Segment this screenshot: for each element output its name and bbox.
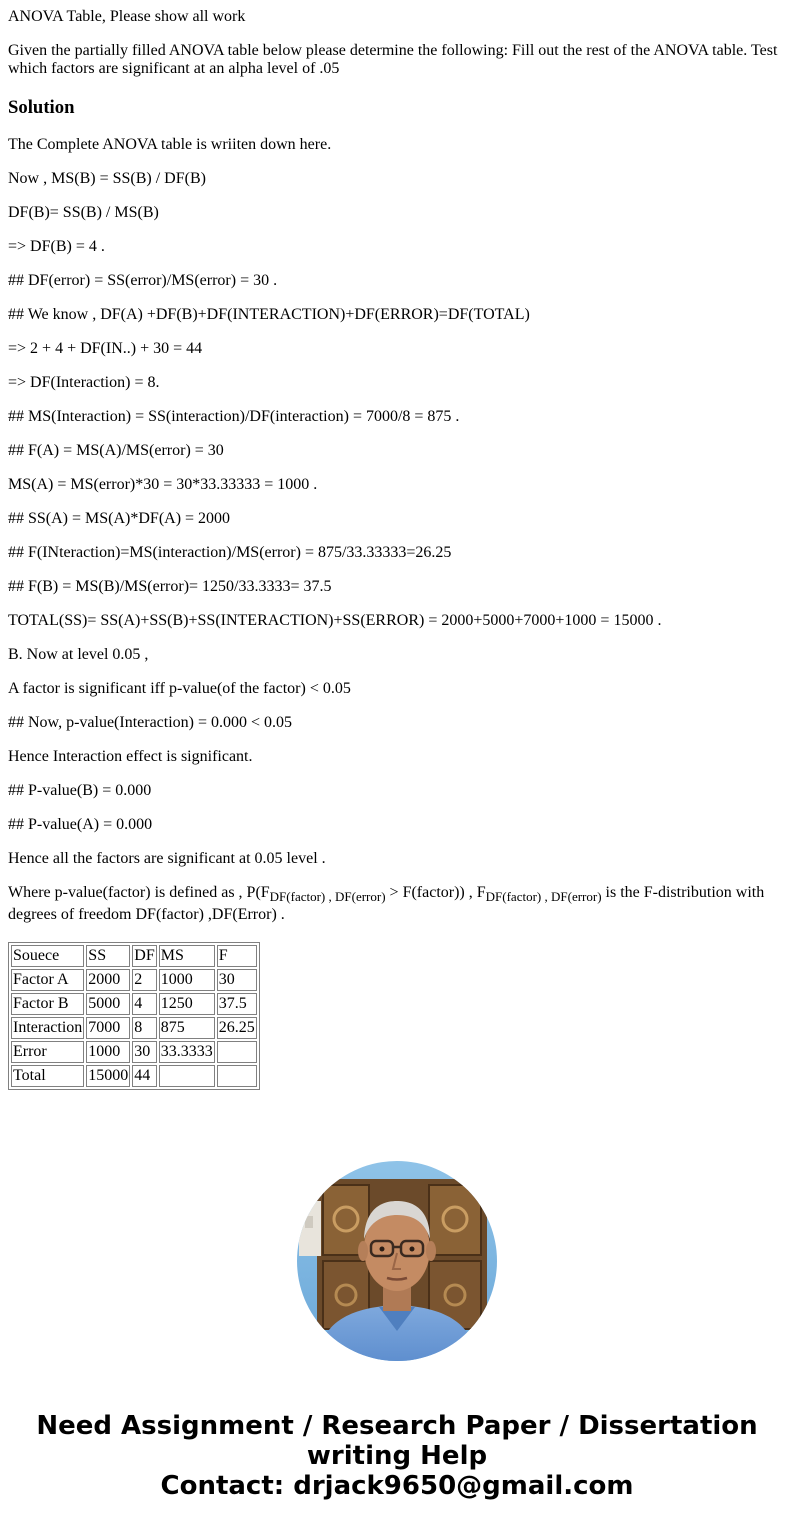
table-cell (217, 1041, 257, 1063)
table-cell: Interaction (11, 1017, 84, 1039)
table-cell: 33.3333 (159, 1041, 215, 1063)
solution-heading: Solution (8, 97, 75, 118)
table-row (11, 1041, 257, 1063)
table-cell (159, 1065, 215, 1087)
solution-line: => DF(B) = 4 . (8, 238, 105, 255)
solution-lines (8, 136, 786, 868)
solution-line: A factor is significant iff p-value(of the factor) < 0.05 (8, 680, 351, 697)
solution-line: ## MS(Interaction) = SS(interaction)/DF(interaction) = 7000/8 = 875 . (8, 408, 460, 425)
definition-subscript: DF(factor) , DF(error) (485, 889, 602, 904)
table-cell: 8 (132, 1017, 156, 1039)
footer-contact: Contact: drjack9650@gmail.com (160, 1471, 634, 1501)
solution-line: TOTAL(SS)= SS(A)+SS(B)+SS(INTERACTION)+SS(ERROR) = 2000+5000+7000+1000 = 15000 . (8, 612, 662, 629)
solution-line: ## Now, p-value(Interaction) = 0.000 < 0.05 (8, 714, 293, 731)
header-cell: SS (86, 945, 130, 967)
definition-text: > F(factor)) , F (385, 884, 486, 901)
solution-line: The Complete ANOVA table is wriiten down here. (8, 136, 332, 153)
table-cell: 875 (159, 1017, 215, 1039)
question-description: Given the partially filled ANOVA table below please determine the following: Fill out the rest of the ANOVA table. Test which factors are significant at an alpha level of .05 (8, 42, 778, 77)
solution-line: ## F(B) = MS(B)/MS(error)= 1250/33.3333= 37.5 (8, 578, 332, 595)
solution-line: ## F(A) = MS(A)/MS(error) = 30 (8, 442, 224, 459)
table-row (11, 993, 257, 1015)
header-cell: MS (159, 945, 215, 967)
table-cell: Total (11, 1065, 84, 1087)
solution-line: Hence all the factors are significant at 0.05 level . (8, 850, 326, 867)
table-cell: 7000 (86, 1017, 130, 1039)
solution-line: ## We know , DF(A) +DF(B)+DF(INTERACTION)+DF(ERROR)=DF(TOTAL) (8, 306, 530, 323)
anova-table (8, 942, 260, 1090)
table-row (11, 1017, 257, 1039)
solution-line: Hence Interaction effect is significant. (8, 748, 253, 765)
table-cell: 1250 (159, 993, 215, 1015)
footer-line: Need Assignment / Research Paper / Dissertation (36, 1411, 758, 1441)
footer-advertisement (0, 1411, 794, 1501)
question-title: ANOVA Table, Please show all work (8, 8, 246, 25)
table-cell: 37.5 (217, 993, 257, 1015)
solution-line: ## SS(A) = MS(A)*DF(A) = 2000 (8, 510, 231, 527)
table-cell: 1000 (159, 969, 215, 991)
table-cell: 15000 (86, 1065, 130, 1087)
solution-line: => 2 + 4 + DF(IN..) + 30 = 44 (8, 340, 203, 357)
table-cell: 30 (217, 969, 257, 991)
definition-subscript: DF(factor) , DF(error) (269, 889, 386, 904)
solution-line: => DF(Interaction) = 8. (8, 374, 160, 391)
solution-line: Now , MS(B) = SS(B) / DF(B) (8, 170, 206, 187)
header-cell: F (217, 945, 257, 967)
table-cell: 1000 (86, 1041, 130, 1063)
table-cell: 44 (132, 1065, 156, 1087)
table-cell: 30 (132, 1041, 156, 1063)
solution-line: ## P-value(B) = 0.000 (8, 782, 152, 799)
table-row (11, 1065, 257, 1087)
table-cell (217, 1065, 257, 1087)
tutor-avatar (297, 1161, 497, 1361)
header-cell: DF (132, 945, 156, 967)
definition-text: Where p-value(factor) is defined as , P(F (8, 884, 270, 901)
solution-line: ## P-value(A) = 0.000 (8, 816, 153, 833)
solution-line: B. Now at level 0.05 , (8, 646, 149, 663)
header-cell: Souece (11, 945, 84, 967)
tutor-photo-icon (297, 1161, 497, 1361)
table-cell: 2 (132, 969, 156, 991)
p-value-definition (8, 882, 786, 926)
table-cell: Factor B (11, 993, 84, 1015)
document-body (0, 8, 794, 1090)
solution-line: ## DF(error) = SS(error)/MS(error) = 30 . (8, 272, 278, 289)
table-cell: 5000 (86, 993, 130, 1015)
table-header-row (11, 945, 257, 967)
table-row (11, 969, 257, 991)
table-cell: Error (11, 1041, 84, 1063)
table-cell: 26.25 (217, 1017, 257, 1039)
table-cell: 4 (132, 993, 156, 1015)
solution-line: MS(A) = MS(error)*30 = 30*33.33333 = 1000 . (8, 476, 318, 493)
solution-line: ## F(INteraction)=MS(interaction)/MS(error) = 875/33.33333=26.25 (8, 544, 452, 561)
footer-line: writing Help (306, 1441, 488, 1471)
solution-line: DF(B)= SS(B) / MS(B) (8, 204, 159, 221)
definition-text: is the F-distribution with degrees of freedom DF(factor) ,DF(Error) . (8, 884, 765, 923)
table-cell: 2000 (86, 969, 130, 991)
table-cell: Factor A (11, 969, 84, 991)
